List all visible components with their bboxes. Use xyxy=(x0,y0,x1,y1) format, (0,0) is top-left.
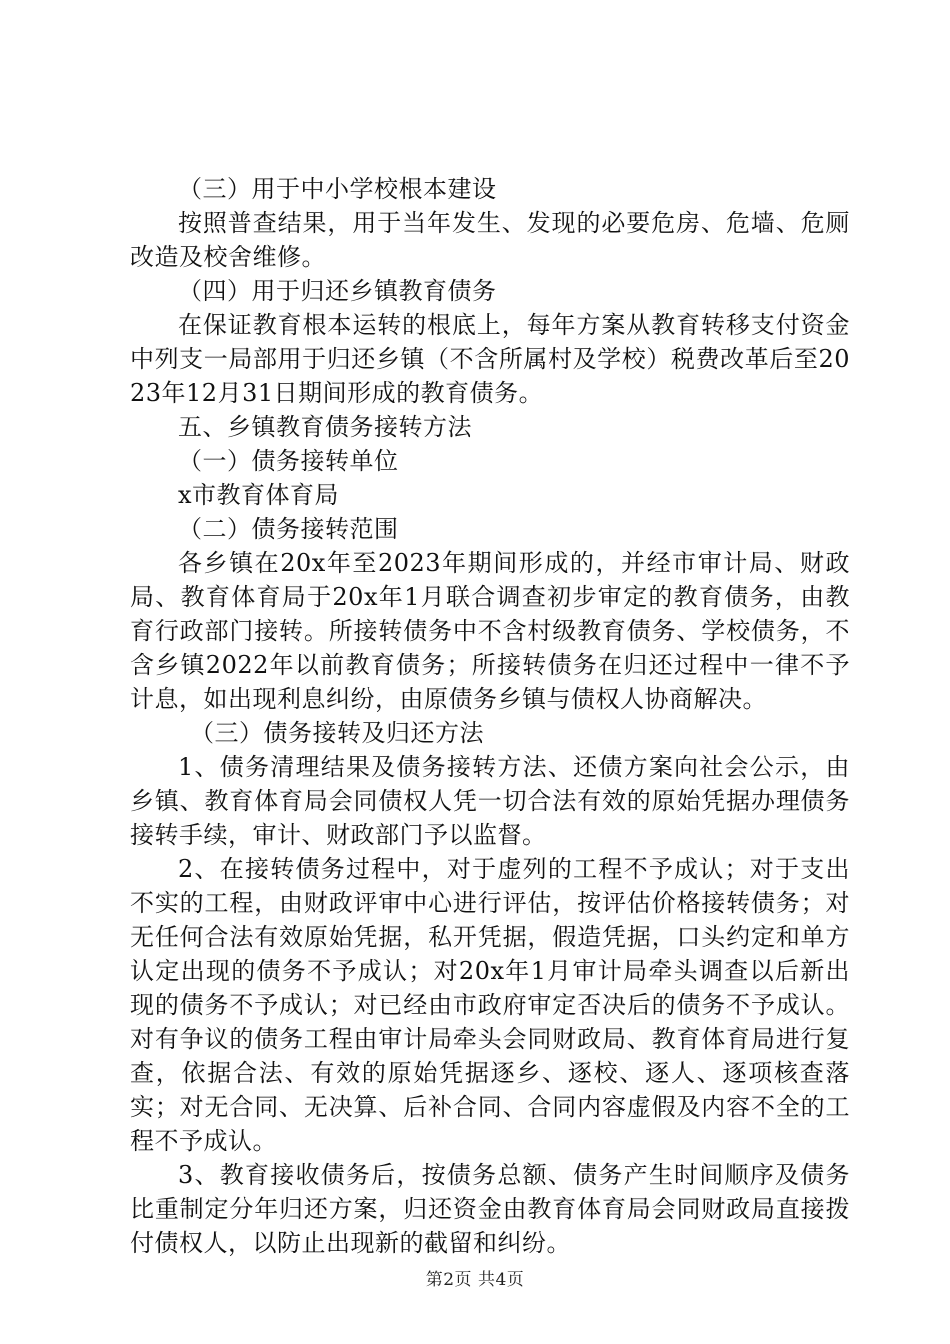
section-heading-3: （三）用于中小学校根本建设 xyxy=(178,175,497,203)
list-item: 1、债务清理结果及债务接转方法、还债方案向社会公示，由乡镇、教育体育局会同债权人凭一切合法有效的原始凭据办理债务接转手续，审计、财政部门予以监督。 xyxy=(130,753,850,849)
paragraph: 按照普查结果，用于当年发生、发现的必要危房、危墙、危厕改造及校舍维修。 xyxy=(130,209,850,271)
list-item: 2、在接转债务过程中，对于虚列的工程不予成认；对于支出不实的工程，由财政评审中心进行评估，按评估价格接转债务；对无任何合法有效原始凭据，私开凭据，假造凭据，口头约定和单方认定出现的债务不予成认；对20x年1月审计局牵头调查以后新出现的债务不予成认；对已经由市政府审定否决后的债务不予成认。对有争议的债务工程由审计局牵头会同财政局、教育体育局进行复查，依据合法、有效的原始凭据逐乡、逐校、逐人、逐项核查落实；对无合同、无决算、后补合同、合同内容虚假及内容不全的工程不予成认。 xyxy=(130,855,850,1155)
chapter-heading-5: 五、乡镇教育债务接转方法 xyxy=(178,413,472,441)
list-item: 3、教育接收债务后，按债务总额、债务产生时间顺序及债务比重制定分年归还方案，归还资金由教育体育局会同财政局直接拨付债权人，以防止出现新的截留和纠纷。 xyxy=(130,1161,850,1257)
subsection-heading-1: （一）债务接转单位 xyxy=(178,447,399,475)
paragraph: 在保证教育根本运转的根底上，每年方案从教育转移支付资金中列支一局部用于归还乡镇（不含所属村及学校）税费改革后至2023年12月31日期间形成的教育债务。 xyxy=(130,311,850,407)
subsection-heading-2: （二）债务接转范围 xyxy=(178,515,399,543)
page-footer: 第2页 共4页 xyxy=(425,1270,525,1290)
document-body xyxy=(130,172,850,1260)
section-heading-4: （四）用于归还乡镇教育债务 xyxy=(178,277,497,305)
paragraph: x市教育体育局 xyxy=(178,481,340,509)
subsection-heading-3: （三）债务接转及归还方法 xyxy=(190,719,484,747)
paragraph: 各乡镇在20x年至2023年期间形成的，并经市审计局、财政局、教育体育局于20x年1月联合调查初步审定的教育债务，由教育行政部门接转。所接转债务中不含村级教育债务、学校债务，不含乡镇2022年以前教育债务；所接转债务在归还过程中一律不予计息，如出现利息纠纷，由原债务乡镇与债权人协商解决。 xyxy=(130,549,850,713)
